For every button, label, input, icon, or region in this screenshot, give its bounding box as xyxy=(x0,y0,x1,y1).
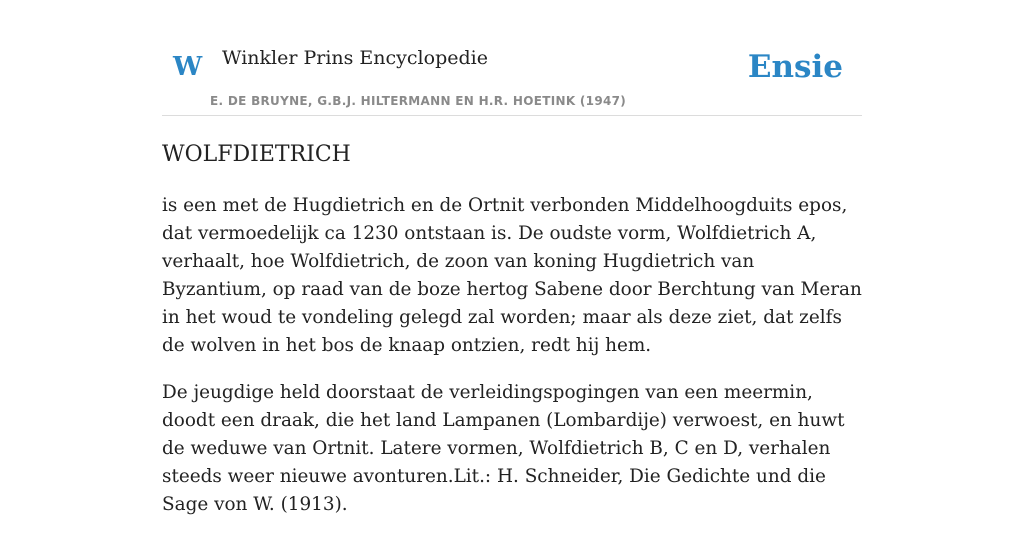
source-title[interactable]: Winkler Prins Encyclopedie xyxy=(222,47,488,69)
source-logo[interactable]: W xyxy=(173,52,203,82)
source-header xyxy=(162,0,862,116)
brand-logo[interactable]: Ensie xyxy=(747,49,843,85)
page xyxy=(162,0,862,515)
article-title: WOLFDIETRICH xyxy=(162,142,351,167)
article-body xyxy=(162,192,862,538)
source-authors: E. DE BRUYNE, G.B.J. HILTERMANN EN H.R. HOETINK (1947) xyxy=(210,94,627,108)
article-paragraph: is een met de Hugdietrich en de Ortnit verbonden Middelhoogduits epos, dat vermoedelijk ca 1230 ontstaan is. De oudste vorm, Wolfdietrich A, verhaalt, hoe Wolfdietrich, de zoon van koning Hugdietrich van Byzantium, op raad van de boze hertog Sabene door Berchtung van Meran in het woud te vondeling gelegd zal worden; maar als deze ziet, dat zelfs de wolven in het bos de knaap ontzien, redt hij hem. xyxy=(162,195,862,356)
article-paragraph: De jeugdige held doorstaat de verleidingspogingen van een meermin, doodt een draak, die het land Lampanen (Lombardije) verwoest, en huwt de weduwe van Ortnit. Latere vormen, Wolfdietrich B, C en D, verhalen steeds weer nieuwe avonturen.Lit.: H. Schneider, Die Gedichte und die Sage von W. (1913). xyxy=(162,382,845,515)
